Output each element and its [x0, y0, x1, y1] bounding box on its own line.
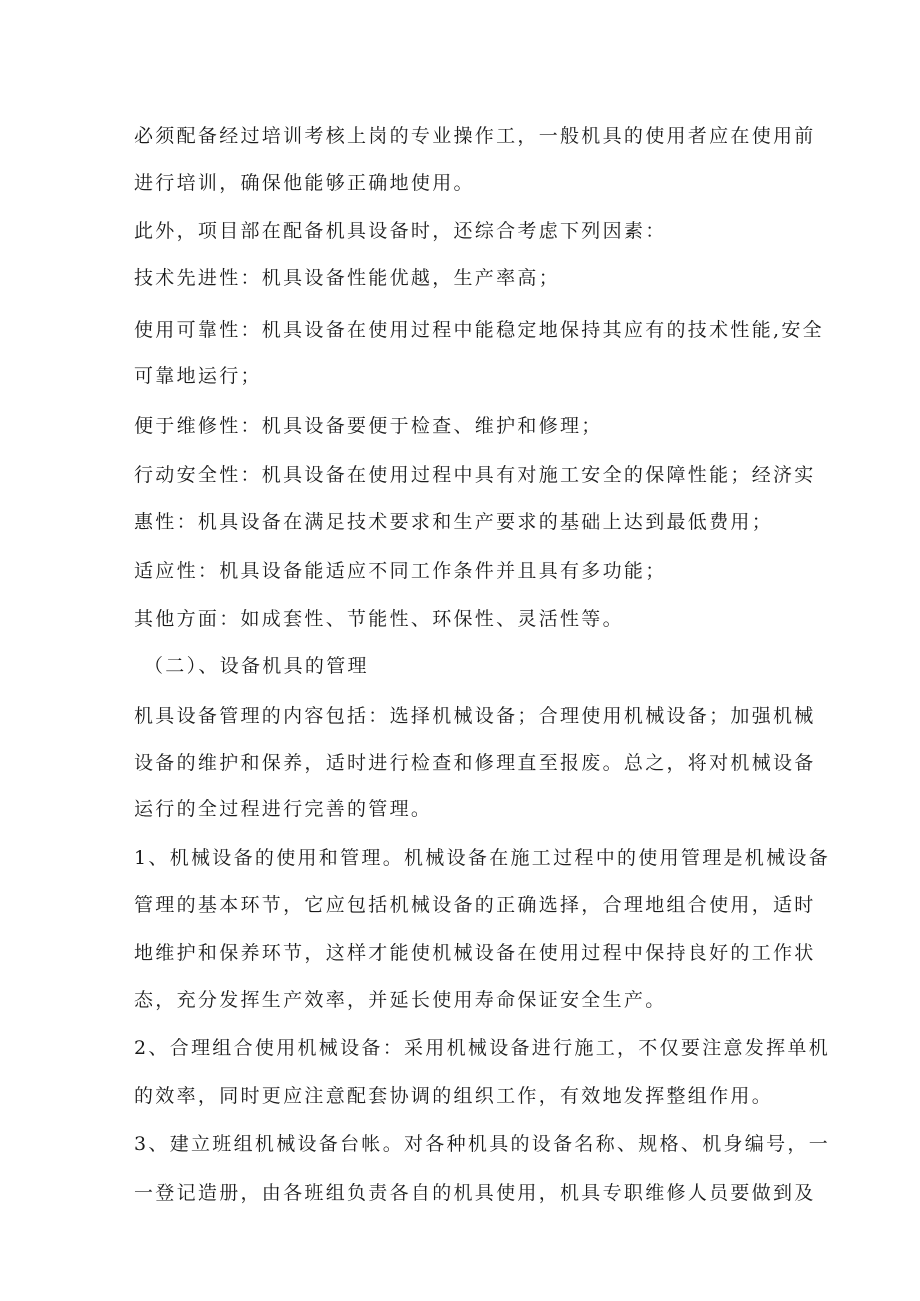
text-line-20: 2、合理组合使用机械设备：采用机械设备进行施工，不仅要注意发挥单机	[134, 1037, 830, 1059]
text-line-9: 惠性：机具设备在满足技术要求和生产要求的基础上达到最低费用；	[134, 511, 774, 533]
section-heading: （二）、设备机具的管理	[144, 655, 369, 677]
text-line-22: 3、建立班组机械设备台帐。对各种机具的设备名称、规格、机身编号，一	[134, 1133, 830, 1155]
text-line-5: 使用可靠性：机具设备在使用过程中能稳定地保持其应有的技术性能,安全	[134, 319, 824, 341]
text-line-19: 态，充分发挥生产效率，并延长使用寿命保证安全生产。	[134, 989, 667, 1011]
text-line-11: 其他方面：如成套性、节能性、环保性、灵活性等。	[134, 608, 624, 630]
text-line-14: 设备的维护和保养，适时进行检查和修理直至报废。总之，将对机械设备	[134, 752, 816, 774]
text-line-21: 的效率，同时更应注意配套协调的组织工作，有效地发挥整组作用。	[134, 1085, 774, 1107]
text-line-7: 便于维修性：机具设备要便于检查、维护和修理；	[134, 415, 603, 437]
text-line-13: 机具设备管理的内容包括：选择机械设备；合理使用机械设备；加强机械	[134, 705, 816, 727]
text-line-23: 一登记造册，由各班组负责各自的机具使用，机具专职维修人员要做到及	[134, 1182, 816, 1204]
text-line-16: 1、机械设备的使用和管理。机械设备在施工过程中的使用管理是机械设备	[134, 847, 830, 869]
text-line-8: 行动安全性：机具设备在使用过程中具有对施工安全的保障性能；经济实	[134, 464, 816, 486]
text-line-17: 管理的基本环节，它应包括机械设备的正确选择，合理地组合使用，适时	[134, 894, 816, 916]
text-line-2: 进行培训，确保他能够正确地使用。	[134, 172, 475, 194]
text-line-15: 运行的全过程进行完善的管理。	[134, 798, 433, 820]
text-line-18: 地维护和保养环节，这样才能使机械设备在使用过程中保持良好的工作状	[134, 942, 816, 964]
text-line-6: 可靠地运行；	[134, 365, 262, 387]
text-line-3: 此外，项目部在配备机具设备时，还综合考虑下列因素：	[134, 220, 667, 242]
text-line-10: 适应性：机具设备能适应不同工作条件并且具有多功能；	[134, 560, 667, 582]
text-line-4: 技术先进性：机具设备性能优越，生产率高；	[134, 267, 561, 289]
text-line-1: 必须配备经过培训考核上岗的专业操作工，一般机具的使用者应在使用前	[134, 125, 816, 147]
